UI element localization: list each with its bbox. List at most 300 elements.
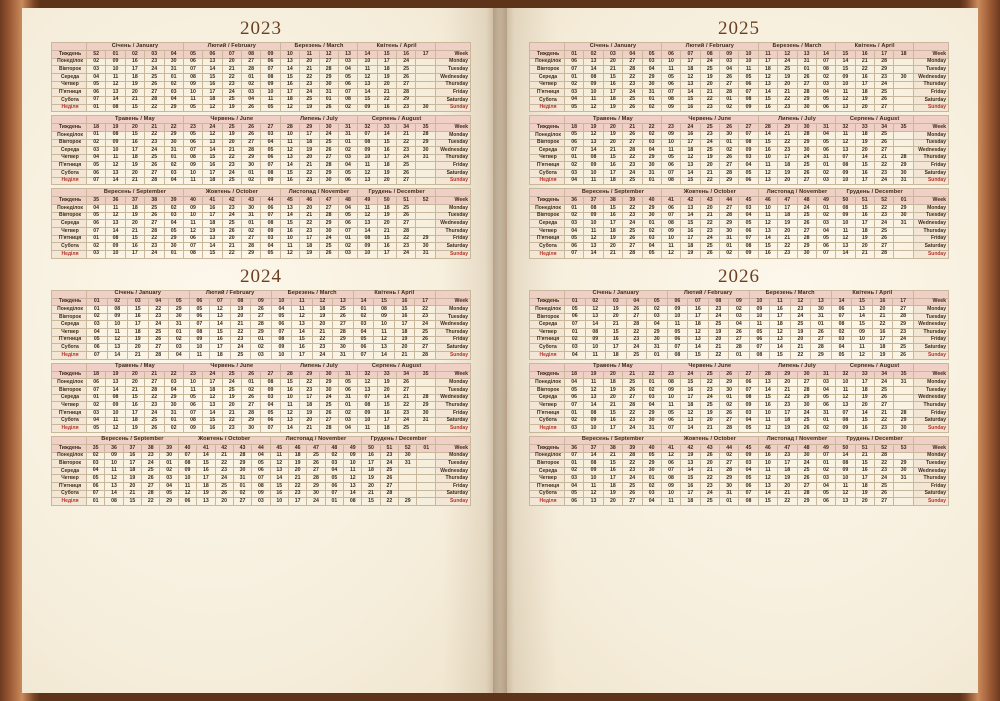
date-cell: 04 (816, 89, 835, 97)
date-cell: 28 (894, 154, 914, 162)
row-label-uk: П'ятниця (52, 409, 87, 417)
date-cell: 28 (397, 89, 416, 97)
week-number-cell: 18 (894, 51, 914, 59)
date-cell: 29 (164, 131, 183, 139)
row-label-uk: П'ятниця (530, 409, 565, 417)
date-cell: 19 (603, 490, 622, 498)
month-name-header: Листопад / November (280, 189, 358, 197)
date-cell: 24 (626, 344, 647, 352)
date-cell: 29 (242, 417, 261, 425)
date-cell: 24 (319, 131, 338, 139)
month-name-header: Лютий / February (667, 290, 749, 298)
date-cell: 12 (107, 336, 128, 344)
date-cell: 23 (415, 313, 436, 321)
week-number-cell: 26 (242, 371, 261, 379)
date-cell: 10 (584, 170, 603, 178)
year-title: 2025 (718, 18, 760, 39)
day-row (52, 336, 471, 344)
date-cell: 20 (377, 81, 396, 89)
date-cell: 14 (855, 409, 874, 417)
date-cell: 13 (836, 243, 855, 251)
date-cell: 24 (142, 460, 160, 468)
date-cell: 26 (215, 490, 233, 498)
day-row (530, 329, 949, 337)
date-cell: 30 (720, 483, 739, 491)
date-cell: 19 (681, 250, 700, 258)
date-cell: 30 (242, 425, 261, 433)
week-number-cell: 16 (855, 51, 874, 59)
date-cell: 02 (816, 467, 835, 475)
date-cell: 28 (319, 425, 338, 433)
date-cell (894, 81, 914, 89)
date-cell: 31 (242, 212, 261, 220)
row-label-uk: Субота (52, 170, 87, 178)
date-cell: 04 (816, 131, 835, 139)
date-cell: 11 (280, 139, 299, 147)
week-number-cell: 14 (358, 51, 377, 59)
row-label-en: Wednesday (436, 321, 471, 329)
week-number-cell: 25 (700, 124, 719, 132)
date-cell: 24 (397, 154, 416, 162)
week-number-cell: 36 (565, 444, 584, 452)
date-cell: 09 (178, 467, 196, 475)
date-cell: 11 (584, 379, 603, 387)
date-cell: 10 (836, 177, 855, 185)
date-cell: 14 (106, 387, 125, 395)
date-cell: 03 (160, 475, 178, 483)
date-cell: 09 (106, 243, 125, 251)
date-cell: 08 (661, 96, 680, 104)
week-number-cell: 19 (584, 371, 603, 379)
date-cell: 05 (252, 460, 270, 468)
date-cell: 16 (681, 227, 700, 235)
week-number-cell: 08 (230, 298, 251, 306)
date-cell: 11 (189, 352, 210, 360)
month-name-header: Липень / July (280, 116, 358, 124)
date-cell: 28 (623, 452, 642, 460)
date-cell: 25 (142, 467, 160, 475)
date-cell (894, 89, 914, 97)
date-cell: 13 (203, 235, 222, 243)
date-cell: 10 (836, 475, 855, 483)
date-cell: 07 (252, 475, 270, 483)
date-cell: 09 (836, 467, 855, 475)
date-cell: 06 (749, 336, 770, 344)
date-cell: 21 (222, 409, 241, 417)
date-cell: 01 (816, 417, 835, 425)
date-cell: 05 (338, 170, 357, 178)
date-cell: 16 (292, 344, 313, 352)
date-cell: 24 (222, 212, 241, 220)
date-cell: 07 (87, 96, 106, 104)
date-cell: 05 (661, 409, 680, 417)
date-cell: 31 (319, 89, 338, 97)
date-cell: 10 (749, 313, 770, 321)
date-cell: 31 (797, 58, 816, 66)
date-cell: 14 (203, 147, 222, 155)
row-label-uk: Середа (530, 147, 565, 155)
date-cell: 20 (778, 227, 797, 235)
date-cell: 15 (603, 409, 622, 417)
date-cell: 01 (720, 498, 739, 506)
date-cell: 15 (128, 306, 149, 314)
date-cell: 19 (222, 131, 241, 139)
date-cell: 03 (642, 235, 661, 243)
row-label-uk: П'ятниця (530, 162, 565, 170)
date-cell: 14 (681, 425, 700, 433)
week-number-cell: 20 (603, 124, 622, 132)
date-cell: 04 (565, 379, 584, 387)
date-cell: 28 (720, 89, 739, 97)
date-cell: 26 (623, 104, 642, 112)
row-label-week-en: Week (914, 124, 949, 132)
date-cell: 02 (565, 467, 584, 475)
date-cell: 13 (758, 177, 777, 185)
date-cell: 22 (288, 483, 306, 491)
date-cell: 09 (739, 147, 758, 155)
date-cell: 02 (642, 483, 661, 491)
day-row (530, 475, 949, 483)
date-cell: 04 (261, 243, 280, 251)
week-number-cell: 26 (242, 124, 261, 132)
date-cell (416, 58, 436, 66)
date-cell: 12 (105, 475, 123, 483)
week-number-cell: 46 (758, 197, 777, 205)
date-cell: 15 (758, 243, 777, 251)
date-cell: 02 (338, 147, 357, 155)
date-cell: 19 (603, 235, 622, 243)
date-cell: 22 (415, 306, 436, 314)
week-number-cell: 18 (565, 371, 584, 379)
date-cell (894, 66, 914, 74)
date-cell: 22 (300, 379, 319, 387)
date-cell: 04 (261, 402, 280, 410)
day-row (52, 352, 471, 360)
date-cell: 17 (681, 394, 700, 402)
year-tables-2026 (529, 290, 949, 510)
date-cell: 13 (852, 306, 873, 314)
date-cell: 30 (894, 425, 914, 433)
date-cell: 25 (623, 379, 642, 387)
date-cell: 17 (128, 321, 149, 329)
date-cell: 17 (280, 89, 299, 97)
quarter-gap (529, 506, 949, 509)
row-label-week-en: Week (436, 444, 471, 452)
date-cell: 06 (831, 306, 852, 314)
date-cell: 25 (145, 205, 164, 213)
date-cell: 22 (700, 96, 719, 104)
date-cell: 01 (720, 96, 739, 104)
date-cell: 17 (394, 321, 415, 329)
date-cell: 18 (855, 89, 874, 97)
date-cell: 06 (661, 460, 680, 468)
date-cell: 12 (203, 394, 222, 402)
week-number-cell: 50 (836, 444, 855, 452)
date-cell: 02 (816, 212, 835, 220)
date-cell: 02 (164, 205, 183, 213)
date-cell: 08 (358, 139, 377, 147)
date-cell: 12 (758, 425, 777, 433)
row-label-uk: Неділя (52, 250, 87, 258)
date-cell: 19 (681, 452, 700, 460)
date-cell: 19 (700, 73, 719, 81)
date-cell: 15 (681, 96, 700, 104)
date-cell: 18 (300, 243, 319, 251)
date-cell: 28 (811, 344, 832, 352)
date-cell: 20 (377, 387, 396, 395)
date-cell: 18 (203, 220, 222, 228)
date-cell: 30 (642, 212, 661, 220)
month-header-row (530, 290, 949, 298)
date-cell: 23 (222, 205, 241, 213)
date-cell: 13 (836, 104, 855, 112)
date-cell: 16 (603, 162, 622, 170)
date-cell: 25 (215, 483, 233, 491)
date-cell: 20 (125, 379, 144, 387)
date-cell: 28 (623, 402, 642, 410)
date-cell: 18 (288, 452, 306, 460)
date-cell: 06 (183, 58, 202, 66)
date-cell: 11 (374, 329, 395, 337)
row-label-en: Monday (436, 205, 471, 213)
date-cell: 02 (642, 387, 661, 395)
date-cell: 15 (280, 379, 299, 387)
date-cell: 01 (565, 329, 586, 337)
date-cell: 19 (377, 379, 396, 387)
date-cell: 12 (681, 154, 700, 162)
date-cell: 16 (855, 467, 874, 475)
date-cell: 01 (565, 409, 584, 417)
date-cell: 27 (893, 306, 914, 314)
date-cell: 24 (623, 475, 642, 483)
row-label-en: Friday (914, 483, 949, 491)
date-cell: 01 (353, 306, 374, 314)
week-number-cell: 42 (222, 197, 241, 205)
row-label-uk: Четвер (530, 402, 565, 410)
date-cell: 13 (358, 81, 377, 89)
date-cell: 10 (178, 475, 196, 483)
date-cell: 12 (852, 352, 873, 360)
date-cell: 14 (584, 147, 603, 155)
date-cell: 10 (661, 139, 680, 147)
date-cell: 05 (642, 452, 661, 460)
date-cell: 23 (222, 425, 241, 433)
date-cell: 04 (338, 162, 357, 170)
week-number-cell: 07 (210, 298, 231, 306)
date-cell: 11 (344, 467, 362, 475)
row-label-en: Saturday (914, 344, 949, 352)
date-cell: 04 (642, 402, 661, 410)
week-number-cell: 35 (87, 444, 105, 452)
week-number-cell: 48 (325, 444, 343, 452)
row-label-uk: Четвер (52, 81, 87, 89)
date-cell: 10 (758, 205, 777, 213)
date-cell: 18 (197, 483, 215, 491)
date-cell: 12 (106, 425, 125, 433)
row-label-uk: Понеділок (530, 58, 565, 66)
spacer-cell (436, 43, 471, 51)
row-label-uk: Четвер (52, 154, 87, 162)
date-cell: 12 (270, 460, 288, 468)
date-cell: 29 (893, 321, 914, 329)
day-row (530, 425, 949, 433)
date-cell: 07 (87, 490, 105, 498)
date-cell (416, 177, 436, 185)
week-number-cell: 24 (681, 124, 700, 132)
date-cell: 05 (87, 81, 106, 89)
date-cell: 21 (700, 89, 719, 97)
month-name-header: Жовтень / October (661, 436, 758, 444)
date-cell: 22 (700, 475, 719, 483)
date-cell: 31 (720, 490, 739, 498)
date-cell: 07 (183, 66, 202, 74)
month-header-row (530, 43, 949, 51)
day-row (52, 73, 471, 81)
date-cell: 29 (647, 329, 668, 337)
spacer-cell (436, 290, 471, 298)
date-cell: 11 (106, 73, 125, 81)
date-cell: 29 (333, 336, 354, 344)
date-cell: 01 (87, 131, 106, 139)
date-cell (399, 490, 417, 498)
week-number-cell: 34 (875, 124, 894, 132)
date-cell: 03 (251, 352, 272, 360)
day-row (530, 131, 949, 139)
day-row (52, 475, 471, 483)
date-cell: 12 (106, 212, 125, 220)
date-cell: 02 (87, 139, 106, 147)
date-cell: 20 (700, 162, 719, 170)
date-cell: 12 (210, 306, 231, 314)
date-cell: 13 (770, 336, 791, 344)
date-cell: 14 (836, 452, 855, 460)
date-cell: 01 (338, 139, 357, 147)
date-cell: 11 (178, 483, 196, 491)
date-cell: 17 (603, 475, 622, 483)
date-cell: 28 (875, 58, 894, 66)
day-row (530, 170, 949, 178)
date-cell: 19 (125, 81, 144, 89)
week-number-cell: 38 (145, 197, 164, 205)
week-number-cell: 24 (681, 371, 700, 379)
date-cell: 06 (816, 498, 835, 506)
date-cell: 16 (203, 162, 222, 170)
day-row (52, 490, 471, 498)
date-cell: 08 (584, 154, 603, 162)
date-cell: 07 (261, 162, 280, 170)
date-cell: 25 (700, 243, 719, 251)
week-number-cell: 10 (280, 51, 299, 59)
date-cell: 05 (667, 329, 688, 337)
date-cell: 27 (626, 313, 647, 321)
date-cell: 25 (300, 96, 319, 104)
date-cell: 21 (300, 212, 319, 220)
week-number-cell: 07 (688, 298, 709, 306)
row-label-en: Tuesday (436, 66, 471, 74)
month-name-header: Червень / June (661, 363, 758, 371)
date-cell: 09 (183, 162, 202, 170)
date-cell: 06 (661, 417, 680, 425)
date-cell: 29 (307, 483, 325, 491)
date-cell: 28 (145, 387, 164, 395)
date-cell: 31 (894, 475, 914, 483)
date-cell: 14 (377, 131, 396, 139)
row-label-en: Monday (914, 379, 949, 387)
date-cell: 29 (416, 139, 436, 147)
date-cell: 03 (353, 321, 374, 329)
date-cell: 05 (338, 212, 357, 220)
date-cell: 21 (778, 387, 797, 395)
date-cell: 12 (584, 131, 603, 139)
year-block-2023 (51, 18, 471, 262)
row-label-week-en: Week (914, 51, 949, 59)
date-cell: 04 (160, 483, 178, 491)
date-cell: 11 (183, 220, 202, 228)
week-number-cell: 32 (358, 124, 377, 132)
date-cell: 07 (325, 490, 343, 498)
week-number-cell: 12 (312, 298, 333, 306)
date-cell: 17 (362, 460, 380, 468)
date-cell: 15 (292, 336, 313, 344)
date-cell: 05 (261, 147, 280, 155)
week-number-cell: 16 (394, 298, 415, 306)
date-cell: 07 (183, 409, 202, 417)
date-cell: 27 (145, 220, 164, 228)
month-name-header: Липень / July (758, 116, 836, 124)
date-cell: 02 (338, 243, 357, 251)
date-cell: 18 (872, 344, 893, 352)
date-cell: 13 (681, 162, 700, 170)
row-label-en: Tuesday (914, 387, 949, 395)
date-cell: 27 (242, 58, 261, 66)
date-cell: 13 (203, 402, 222, 410)
spacer-cell (52, 189, 87, 197)
date-cell: 13 (688, 336, 709, 344)
date-cell: 15 (377, 235, 396, 243)
date-cell: 10 (106, 409, 125, 417)
date-cell: 20 (603, 139, 622, 147)
date-cell: 17 (855, 379, 874, 387)
week-number-cell: 44 (261, 197, 280, 205)
date-cell: 22 (300, 170, 319, 178)
week-number-cell: 13 (338, 51, 357, 59)
date-cell: 23 (312, 344, 333, 352)
date-cell: 14 (197, 452, 215, 460)
date-cell: 17 (203, 170, 222, 178)
date-cell: 10 (584, 425, 603, 433)
date-cell: 31 (894, 177, 914, 185)
month-name-header: Жовтень / October (661, 189, 758, 197)
day-row (530, 460, 949, 468)
row-label-week-en: Week (436, 298, 471, 306)
week-number-cell: 49 (344, 444, 362, 452)
month-name-header: Квітень / April (831, 290, 913, 298)
date-cell: 08 (261, 379, 280, 387)
month-name-header: Грудень / December (836, 189, 914, 197)
row-label-uk: Понеділок (530, 205, 565, 213)
date-cell: 20 (230, 313, 251, 321)
date-cell: 24 (397, 58, 416, 66)
date-cell: 05 (87, 475, 105, 483)
date-cell: 02 (233, 490, 251, 498)
date-cell: 22 (700, 177, 719, 185)
date-cell: 26 (797, 170, 816, 178)
week-number-cell: 02 (125, 51, 144, 59)
month-header-row (52, 436, 471, 444)
date-cell: 30 (319, 227, 338, 235)
date-cell: 02 (169, 336, 190, 344)
date-cell: 24 (893, 336, 914, 344)
